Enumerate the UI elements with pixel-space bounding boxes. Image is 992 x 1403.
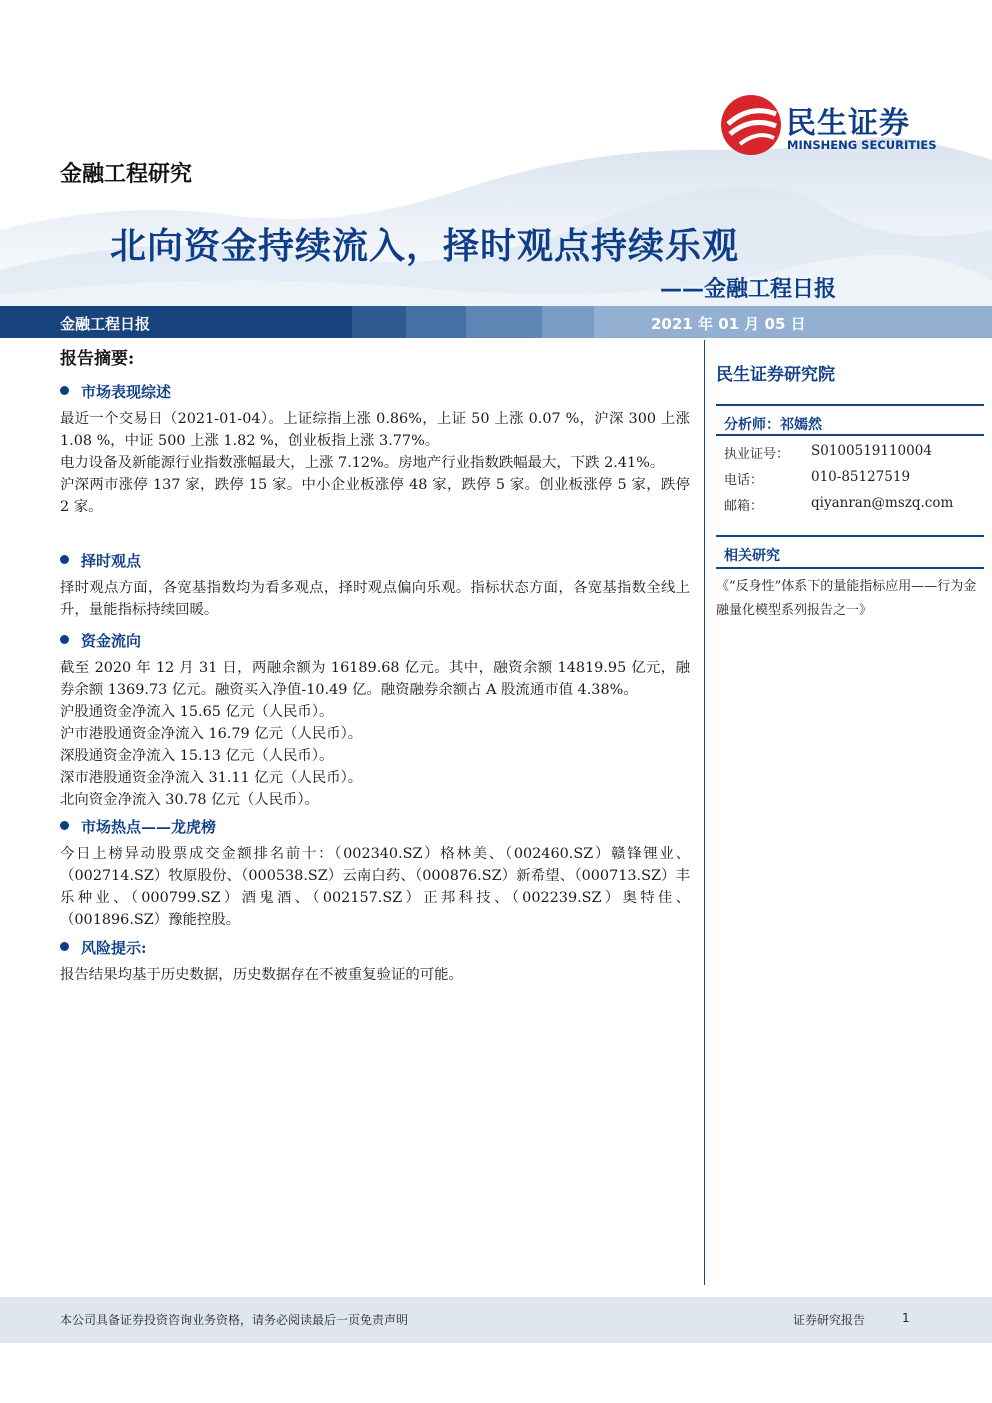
page-footer bbox=[0, 1297, 992, 1343]
band-segment bbox=[352, 306, 406, 338]
section-heading: 市场表现综述 bbox=[60, 381, 171, 402]
license-label: 执业证号： bbox=[724, 447, 790, 462]
section-body bbox=[60, 964, 690, 986]
band-segment bbox=[406, 306, 466, 338]
band-report-type: 金融工程日报 bbox=[60, 315, 151, 333]
paragraph: 沪股通资金净流入 15.65 亿元（人民币）。 bbox=[60, 704, 334, 720]
related-research-item[interactable]: 《“反身性”体系下的量能指标应用——行为金融量化模型系列报告之一》 bbox=[716, 579, 977, 618]
logo-emblem-icon bbox=[720, 94, 782, 156]
bullet-icon bbox=[60, 821, 69, 830]
paragraph: 沪深两市涨停 137 家，跌停 15 家。中小企业板涨停 48 家，跌停 5 家。创业板涨停 5 家，跌停 2 家。 bbox=[60, 477, 690, 515]
phone-value: 010-85127519 bbox=[811, 469, 911, 485]
footer-doc-type: 证券研究报告 bbox=[793, 1313, 866, 1327]
section-heading: 市场热点——龙虎榜 bbox=[60, 816, 216, 837]
paragraph: 北向资金净流入 30.78 亿元（人民币）。 bbox=[60, 792, 320, 808]
phone-label: 电话： bbox=[724, 473, 764, 488]
paragraph: 今日上榜异动股票成交金额排名前十：（002340.SZ）格林美、（002460.SZ）赣锋锂业、（002714.SZ）牧原股份、（000538.SZ）云南白药、（000876.SZ）新希望、（000713.SZ）丰乐种业、（000799.SZ）酒鬼酒、（002157.SZ）正邦科技、（002239.SZ）奥特佳、（001896.SZ）豫能控股。 bbox=[60, 846, 690, 928]
divider-line bbox=[716, 535, 984, 537]
section-heading: 风险提示: bbox=[60, 937, 147, 958]
divider-line bbox=[716, 567, 984, 569]
brand-logo bbox=[720, 94, 960, 158]
column-divider bbox=[704, 340, 705, 1285]
summary-title: 报告摘要: bbox=[60, 349, 135, 369]
footer-disclaimer: 本公司具备证券投资咨询业务资格，请务必阅读最后一页免责声明 bbox=[60, 1313, 409, 1327]
license-value: S0100519110004 bbox=[811, 443, 932, 459]
paragraph: 最近一个交易日（2021-01-04）。上证综指上涨 0.86%，上证 50 上涨 0.07 %，沪深 300 上涨 1.08 %，中证 500 上涨 1.82 %，创业板指上涨 3.77%。 bbox=[60, 411, 690, 449]
email-value[interactable]: qiyanran@mszq.com bbox=[811, 495, 954, 511]
report-date: 2021 年 01 月 05 日 bbox=[651, 315, 806, 333]
paragraph: 截至 2020 年 12 月 31 日，两融余额为 16189.68 亿元。其中，融资余额 14819.95 亿元，融券余额 1369.73 亿元。融资买入净值-10.49 亿。融资融券余额占 A 股流通市值 4.38%。 bbox=[60, 660, 690, 698]
section-heading: 资金流向 bbox=[60, 630, 141, 651]
section-heading: 择时观点 bbox=[60, 550, 141, 571]
section-body bbox=[60, 408, 690, 518]
bullet-icon bbox=[60, 386, 69, 395]
section-body bbox=[60, 577, 690, 621]
report-title: 北向资金持续流入，择时观点持续乐观 bbox=[110, 226, 740, 267]
paragraph: 择时观点方面，各宽基指数均为看多观点，择时观点偏向乐观。指标状态方面，各宽基指数全线上升，量能指标持续回暖。 bbox=[60, 580, 690, 618]
bullet-icon bbox=[60, 942, 69, 951]
section-body bbox=[60, 843, 690, 931]
email-label: 邮箱： bbox=[724, 499, 764, 514]
logo-english-name: MINSHENG SECURITIES bbox=[787, 138, 937, 152]
logo-chinese-name: 民生证券 bbox=[786, 106, 910, 141]
related-research-title: 相关研究 bbox=[724, 548, 780, 564]
analyst-name: 分析师：祁嫣然 bbox=[724, 417, 822, 433]
divider-line bbox=[716, 404, 984, 406]
header-band bbox=[0, 306, 992, 338]
section-body bbox=[60, 657, 690, 811]
paragraph: 深股通资金净流入 15.13 亿元（人民币）。 bbox=[60, 748, 334, 764]
bullet-icon bbox=[60, 555, 69, 564]
paragraph: 沪市港股通资金净流入 16.79 亿元（人民币）。 bbox=[60, 726, 363, 742]
report-subtitle: ——金融工程日报 bbox=[660, 277, 837, 302]
paragraph: 报告结果均基于历史数据，历史数据存在不被重复验证的可能。 bbox=[60, 967, 463, 983]
report-category: 金融工程研究 bbox=[60, 162, 193, 187]
divider-line bbox=[716, 434, 984, 436]
page-number: 1 bbox=[902, 1311, 910, 1325]
bullet-icon bbox=[60, 635, 69, 644]
band-segment bbox=[542, 306, 594, 338]
paragraph: 电力设备及新能源行业指数涨幅最大，上涨 7.12%。房地产行业指数跌幅最大，下跌 2.41%。 bbox=[60, 455, 665, 471]
research-institute: 民生证券研究院 bbox=[716, 365, 835, 385]
paragraph: 深市港股通资金净流入 31.11 亿元（人民币）。 bbox=[60, 770, 363, 786]
band-segment bbox=[466, 306, 542, 338]
